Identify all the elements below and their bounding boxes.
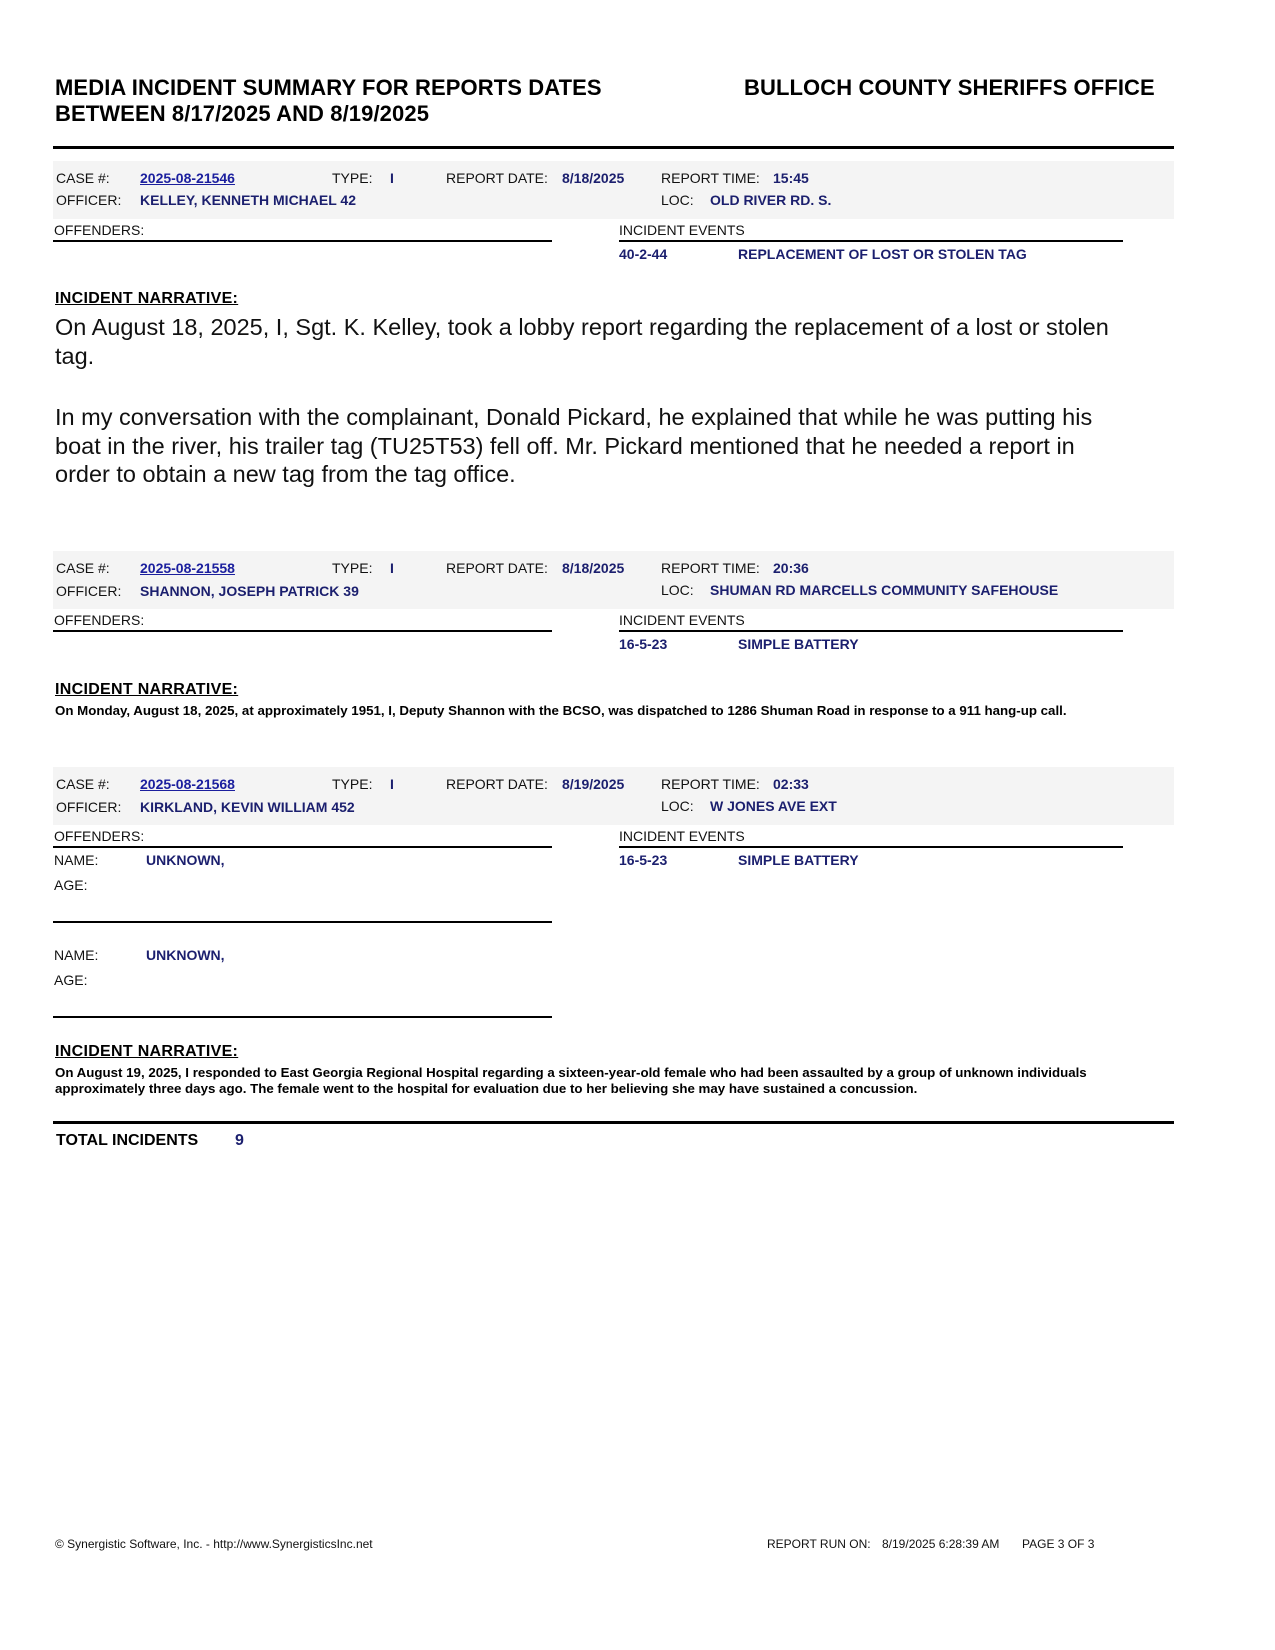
location-value: OLD RIVER RD. S. bbox=[710, 192, 832, 208]
type-label: TYPE: bbox=[332, 776, 373, 792]
report-date-value: 8/19/2025 bbox=[562, 776, 625, 792]
type-value: I bbox=[390, 170, 394, 186]
type-value: I bbox=[390, 776, 394, 792]
agency-name: BULLOCH COUNTY SHERIFFS OFFICE bbox=[744, 75, 1155, 100]
event-code: 40-2-44 bbox=[619, 246, 668, 262]
report-date-label: REPORT DATE: bbox=[446, 170, 548, 186]
case-number-label: CASE #: bbox=[56, 776, 110, 792]
event-code: 16-5-23 bbox=[619, 852, 668, 868]
case-number-label: CASE #: bbox=[56, 560, 110, 576]
offender-age-label: AGE: bbox=[54, 877, 88, 893]
report-time-label: REPORT TIME: bbox=[661, 560, 760, 576]
event-description: SIMPLE BATTERY bbox=[738, 636, 859, 652]
narrative-paragraph: On August 18, 2025, I, Sgt. K. Kelley, took a lobby report regarding the replacement of a lost or stolen tag. bbox=[55, 314, 1109, 369]
officer-value: KIRKLAND, KEVIN WILLIAM 452 bbox=[140, 799, 355, 815]
narrative-heading: INCIDENT NARRATIVE: bbox=[55, 1043, 239, 1060]
total-incidents-label: TOTAL INCIDENTS bbox=[56, 1132, 199, 1149]
footer-page-number: PAGE 3 OF 3 bbox=[1022, 1537, 1095, 1551]
report-title-line1: MEDIA INCIDENT SUMMARY FOR REPORTS DATES bbox=[55, 75, 602, 100]
incident-events-label: INCIDENT EVENTS bbox=[619, 828, 745, 844]
offenders-label: OFFENDERS: bbox=[54, 612, 145, 628]
event-description: SIMPLE BATTERY bbox=[738, 852, 859, 868]
offender-name-label: NAME: bbox=[54, 852, 99, 868]
type-value: I bbox=[390, 560, 394, 576]
officer-label: OFFICER: bbox=[56, 192, 122, 208]
incident-events-underline bbox=[619, 630, 1123, 632]
type-label: TYPE: bbox=[332, 560, 373, 576]
narrative-paragraph: On August 19, 2025, I responded to East Georgia Regional Hospital regarding a sixteen-year-old female who had been assaulted by a group of unknown individuals approximately three days ago. The female went to the hospital for evaluation due to her believing she may have sustained a concussion. bbox=[55, 1065, 1087, 1096]
location-label: LOC: bbox=[661, 192, 694, 208]
incident-events-underline bbox=[619, 240, 1123, 242]
incident-events-label: INCIDENT EVENTS bbox=[619, 222, 745, 238]
offender-divider bbox=[53, 1016, 552, 1018]
officer-label: OFFICER: bbox=[56, 583, 122, 599]
incident-events-label: INCIDENT EVENTS bbox=[619, 612, 745, 628]
report-time-label: REPORT TIME: bbox=[661, 776, 760, 792]
report-time-value: 20:36 bbox=[773, 560, 809, 576]
case-number-label: CASE #: bbox=[56, 170, 110, 186]
location-label: LOC: bbox=[661, 798, 694, 814]
incident-events-underline bbox=[619, 846, 1123, 848]
case-number-link[interactable]: 2025-08-21568 bbox=[140, 776, 235, 792]
report-date-label: REPORT DATE: bbox=[446, 560, 548, 576]
officer-label: OFFICER: bbox=[56, 799, 122, 815]
event-code: 16-5-23 bbox=[619, 636, 668, 652]
offender-divider bbox=[53, 921, 552, 923]
location-value: W JONES AVE EXT bbox=[710, 798, 837, 814]
narrative-paragraph: In my conversation with the complainant, Donald Pickard, he explained that while he was putting his boat in the river, his trailer tag (TU25T53) fell off. Mr. Pickard mentioned that he needed a report in order to obtain a new tag from the tag office. bbox=[55, 404, 1093, 487]
totals-divider bbox=[53, 1121, 1174, 1124]
location-value: SHUMAN RD MARCELLS COMMUNITY SAFEHOUSE bbox=[710, 582, 1059, 598]
location-label: LOC: bbox=[661, 582, 694, 598]
report-time-label: REPORT TIME: bbox=[661, 170, 760, 186]
case-number-link[interactable]: 2025-08-21558 bbox=[140, 560, 235, 576]
offenders-label: OFFENDERS: bbox=[54, 222, 145, 238]
type-label: TYPE: bbox=[332, 170, 373, 186]
report-time-value: 15:45 bbox=[773, 170, 809, 186]
offender-name-label: NAME: bbox=[54, 947, 99, 963]
report-date-label: REPORT DATE: bbox=[446, 776, 548, 792]
report-date-value: 8/18/2025 bbox=[562, 170, 625, 186]
event-description: REPLACEMENT OF LOST OR STOLEN TAG bbox=[738, 246, 1027, 262]
report-date-value: 8/18/2025 bbox=[562, 560, 625, 576]
officer-value: SHANNON, JOSEPH PATRICK 39 bbox=[140, 583, 359, 599]
narrative-heading: INCIDENT NARRATIVE: bbox=[55, 290, 239, 307]
offender-age-label: AGE: bbox=[54, 972, 88, 988]
case-number-link[interactable]: 2025-08-21546 bbox=[140, 170, 235, 186]
footer-run-label: REPORT RUN ON: bbox=[767, 1537, 871, 1551]
offenders-label: OFFENDERS: bbox=[54, 828, 145, 844]
offender-name-value: UNKNOWN, bbox=[146, 852, 225, 868]
narrative-heading: INCIDENT NARRATIVE: bbox=[55, 681, 239, 698]
footer-copyright: © Synergistic Software, Inc. - http://www.SynergisticsInc.net bbox=[55, 1537, 373, 1551]
report-title-line2: BETWEEN 8/17/2025 AND 8/19/2025 bbox=[55, 101, 430, 126]
total-incidents-value: 9 bbox=[235, 1132, 244, 1149]
narrative-paragraph: On Monday, August 18, 2025, at approximately 1951, I, Deputy Shannon with the BCSO, was dispatched to 1286 Shuman Road in response to a 911 hang-up call. bbox=[55, 703, 1067, 718]
offenders-underline bbox=[53, 630, 552, 632]
offenders-underline bbox=[53, 846, 552, 848]
footer-run-value: 8/19/2025 6:28:39 AM bbox=[882, 1537, 1000, 1551]
report-time-value: 02:33 bbox=[773, 776, 809, 792]
offenders-underline bbox=[53, 240, 552, 242]
offender-name-value: UNKNOWN, bbox=[146, 947, 225, 963]
officer-value: KELLEY, KENNETH MICHAEL 42 bbox=[140, 192, 356, 208]
header-divider bbox=[53, 146, 1174, 149]
